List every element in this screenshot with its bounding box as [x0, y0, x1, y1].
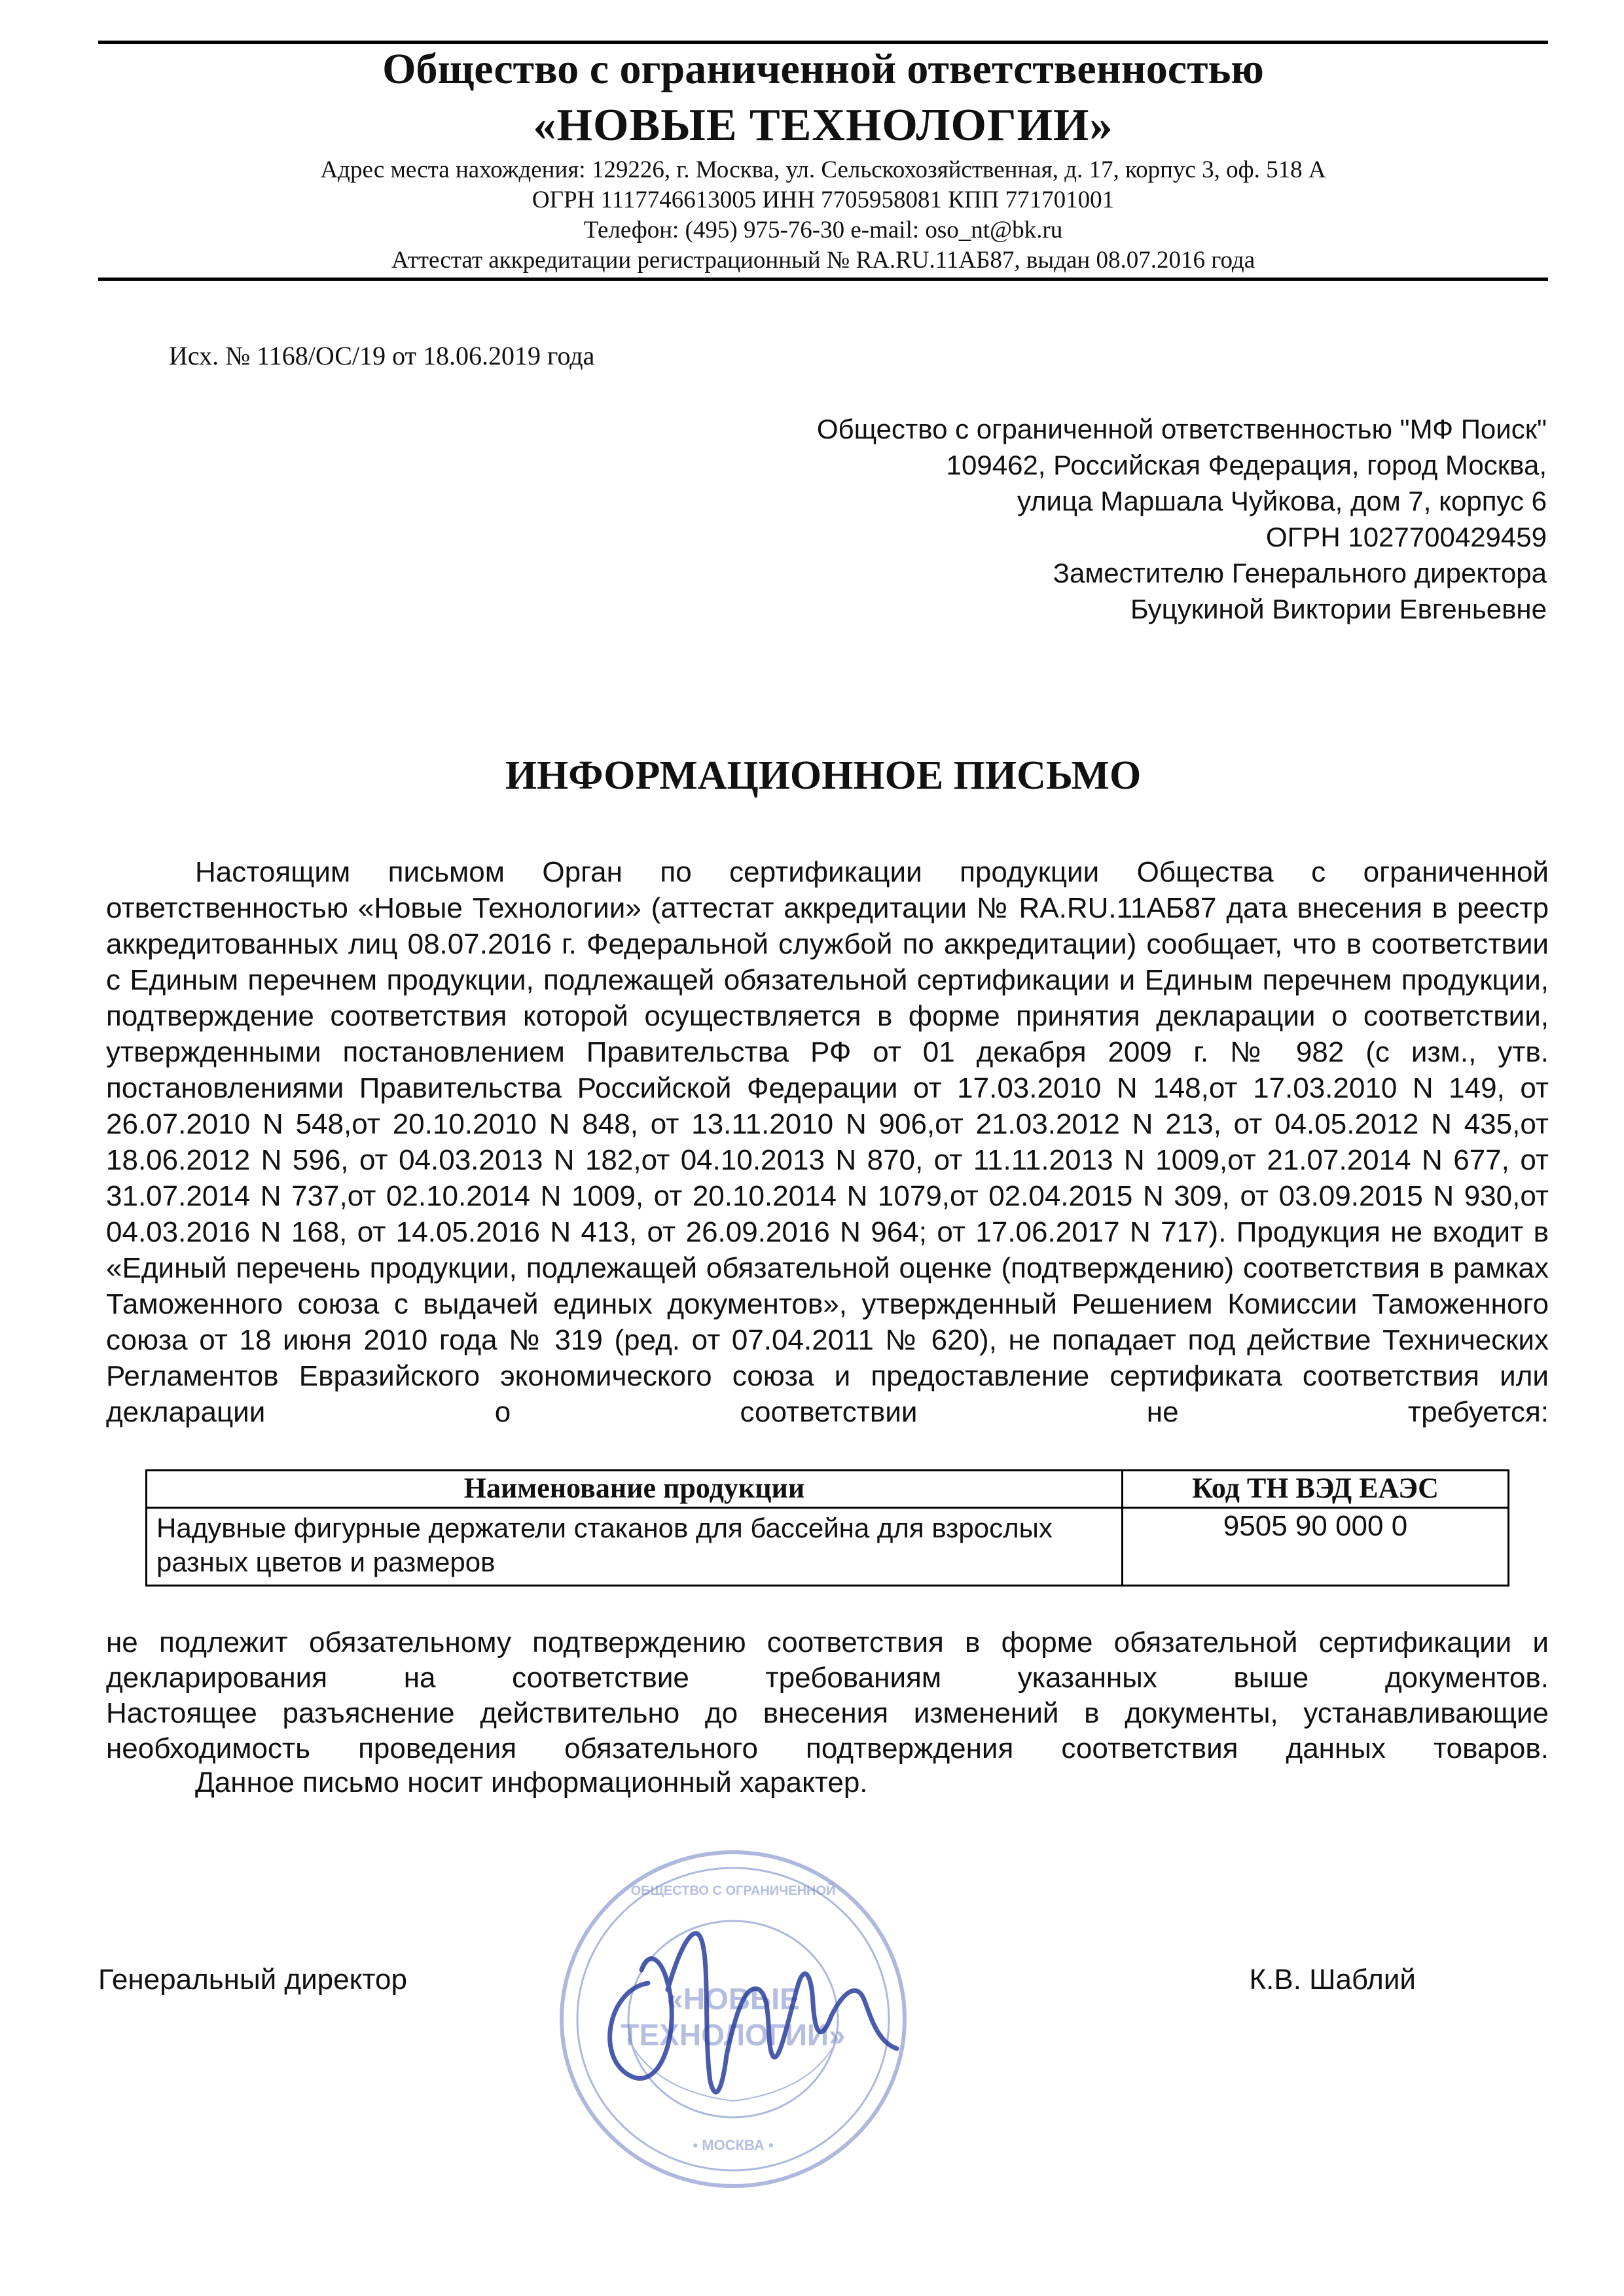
table-header-code: Код ТН ВЭД ЕАЭС — [1123, 1471, 1509, 1508]
recipient-line: Общество с ограниченной ответственностью "МФ Поиск" — [816, 414, 1547, 444]
outgoing-number: Исх. № 1168/ОС/19 от 18.06.2019 года — [169, 341, 595, 370]
recipient-block — [817, 411, 1547, 627]
org-registration: ОГРН 1117746613005 ИНН 7705958081 КПП 771701001 — [532, 187, 1115, 213]
handwritten-signature — [569, 1885, 936, 2160]
header-top-rule — [98, 41, 1548, 44]
recipient-line: ОГРН 1027700429459 — [1265, 522, 1547, 552]
svg-text:ТЕХНОЛОГИИ»: ТЕХНОЛОГИИ» — [621, 2018, 846, 2052]
table-header-product: Наименование продукции — [147, 1471, 1123, 1508]
body-text: Настоящим письмом Орган по сертификации продукции Общества с ограниченной ответственностью «Новые Технологии» (аттестат аккредитации № RA.RU.11АБ87 дата внесения в реестр аккредитованных лиц 08.07.2016 г. Федеральной службой по аккредитации) сообщает, что в соответствии с Единым перечнем продукции, подлежащей обязательной сертификации и Единым перечнем продукции, подтверждение соответствия которой осуществляется в форме принятия декларации о соответствии, утвержденными постановлением Правительства РФ от 01 декабря 2009 г. № 982 (с изм., утв. постановлениями Правительства Российской Федерации от 17.03.2010 N 148,от 17.03.2010 N 149, от 26.07.2010 N 548,от 20.10.2010 N 848, от 13.11.2010 N 906,от 21.03.2012 N 213, от 04.05.2012 N 435,от 18.06.2012 N 596, от 04.03.2013 N 182,от 04.10.2013 N 870, от 11.11.2013 N 1009,от 21.07.2014 N 677, от 31.07.2014 N 737,от 02.10.2014 N 1009, от 20.10.2014 N 1079,от 02.04.2015 N 309, от 03.09.2015 N 930,от 04.03.2016 N 168, от 14.05.2016 N 413, от 26.09.2016 N 964; от 17.06.2017 N 717). Продукция не входит в «Единый перечень продукции, подлежащей обязательной оценке (подтверждению) соответствия в рамках Таможенного союза с выдачей единых документов», утвержденный Решением Комиссии Таможенного союза от 18 июня 2010 года № 319 (ред. от 07.04.2011 № 620), не попадает под действие Технических Регламентов Евразийского экономического союза и предоставление сертификата соответствия или декларации о соответствии не требуется: — [106, 856, 1549, 1428]
conclusion-paragraph: не подлежит обязательному подтверждению соответствия в форме обязательной сертификации и декларирования на соответствие требованиям указанных выше документов. — [106, 1626, 1549, 1694]
recipient-line: Заместителю Генерального директора — [1053, 558, 1547, 588]
signatory-title: Генеральный директор — [98, 1964, 407, 1996]
org-brand: «НОВЫЕ ТЕХНОЛОГИИ» — [533, 100, 1113, 151]
document-title: ИНФОРМАЦИОННОЕ ПИСЬМО — [505, 753, 1142, 798]
product-name-cell: Надувные фигурные держатели стаканов для бассейна для взрослых разных цветов и размеров — [147, 1508, 1123, 1586]
signatory-name: К.В. Шаблий — [1249, 1964, 1416, 1996]
table-header-row — [147, 1471, 1509, 1508]
org-name: Общество с ограниченной ответственностью — [382, 45, 1264, 93]
svg-text:ОБЩЕСТВО С ОГРАНИЧЕННОЙ: ОБЩЕСТВО С ОГРАНИЧЕННОЙ — [630, 1884, 836, 1898]
svg-text:• МОСКВА •: • МОСКВА • — [693, 2137, 774, 2153]
svg-text:«НОВЫЕ: «НОВЫЕ — [666, 1982, 800, 2016]
product-table — [145, 1469, 1509, 1587]
org-phone: Телефон: (495) 975-76-30 e-mail: oso_nt@bk.ru — [583, 217, 1063, 243]
body-paragraph — [106, 854, 1549, 1430]
recipient-line: 109462, Российская Федерация, город Москва, — [946, 450, 1547, 480]
recipient-line: улица Маршала Чуйкова, дом 7, корпус 6 — [1017, 486, 1547, 516]
org-address: Адрес места нахождения: 129226, г. Москва, ул. Сельскохозяйственная, д. 17, корпус 3, оф. 518 А — [320, 156, 1326, 183]
validity-paragraph: Настоящее разъяснение действительно до внесения изменений в документы, устанавливающие необходимость проведения обязательного подтверждения соответствия данных товаров. — [106, 1697, 1549, 1765]
table-row — [147, 1508, 1509, 1586]
informational-note: Данное письмо носит информационный характер. — [195, 1767, 868, 1799]
product-code-cell: 9505 90 000 0 — [1123, 1508, 1509, 1586]
recipient-line: Буцукиной Виктории Евгеньевне — [1130, 594, 1547, 624]
header-bottom-rule — [98, 278, 1548, 281]
org-accreditation: Аттестат аккредитации регистрационный № RA.RU.11АБ87, выдан 08.07.2016 года — [391, 247, 1255, 274]
